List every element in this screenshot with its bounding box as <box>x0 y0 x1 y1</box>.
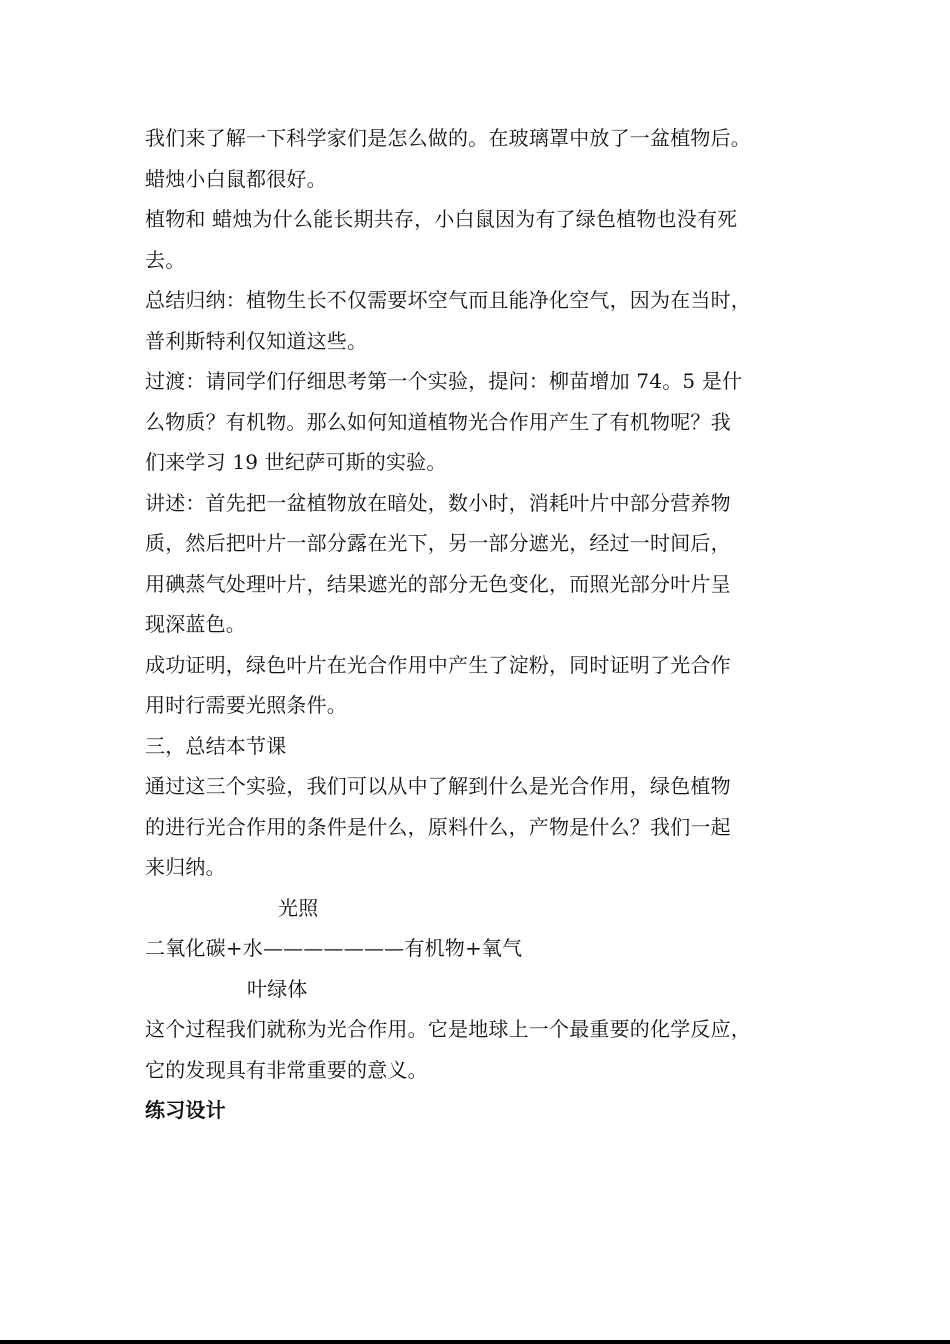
text-line: 普利斯特利仅知道这些。 <box>145 328 368 353</box>
text-line: 讲述：首先把一盆植物放在暗处，数小时，消耗叶片中部分营养物 <box>145 490 731 515</box>
text-line: 用时行需要光照条件。 <box>145 693 347 717</box>
text-line: 成功证明，绿色叶片在光合作用中产生了淀粉，同时证明了光合作 <box>145 652 731 677</box>
text-line: 么物质？有机物。那么如何知道植物光合作用产生了有机物呢？我 <box>145 409 731 434</box>
text-line: 们来学习 19 世纪萨可斯的实验。 <box>145 450 447 474</box>
text-line: 通过这三个实验，我们可以从中了解到什么是光合作用，绿色植物 <box>145 774 731 798</box>
closing-line: 它的发现具有非常重要的意义。 <box>145 1057 428 1082</box>
page-bottom-border <box>0 1340 950 1344</box>
text-line: 用碘蒸气处理叶片，结果遮光的部分无色变化，而照光部分叶片呈 <box>145 571 731 596</box>
text-line: 现深蓝色。 <box>145 612 246 636</box>
equation-condition-top: 光照 <box>278 895 319 920</box>
text-line: 蜡烛小白鼠都很好。 <box>145 166 327 191</box>
document-body <box>145 118 810 1131</box>
equation-condition-bottom: 叶绿体 <box>247 976 308 1001</box>
text-line: 我们来了解一下科学家们是怎么做的。在玻璃罩中放了一盆植物后。 <box>145 126 751 150</box>
text-line: 的进行光合作用的条件是什么，原料什么，产物是什么？我们一起 <box>145 814 731 839</box>
section-heading: 练习设计 <box>145 1098 226 1122</box>
closing-line: 这个过程我们就称为光合作用。它是地球上一个最重要的化学反应， <box>145 1017 751 1041</box>
text-line: 来归纳。 <box>145 855 226 879</box>
text-line: 总结归纳：植物生长不仅需要坏空气而且能净化空气，因为在当时， <box>145 288 751 312</box>
text-line: 植物和 蜡烛为什么能长期共存，小白鼠因为有了绿色植物也没有死 <box>145 207 738 231</box>
text-line: 过渡：请同学们仔细思考第一个实验，提问：柳苗增加 74。5 是什 <box>145 369 743 393</box>
text-line: 质，然后把叶片一部分露在光下，另一部分遮光，经过一时间后， <box>145 531 731 555</box>
equation-formula: 二氧化碳+水———————有机物+氧气 <box>145 936 523 960</box>
text-line: 三，总结本节课 <box>145 733 287 758</box>
text-line: 去。 <box>145 247 186 272</box>
